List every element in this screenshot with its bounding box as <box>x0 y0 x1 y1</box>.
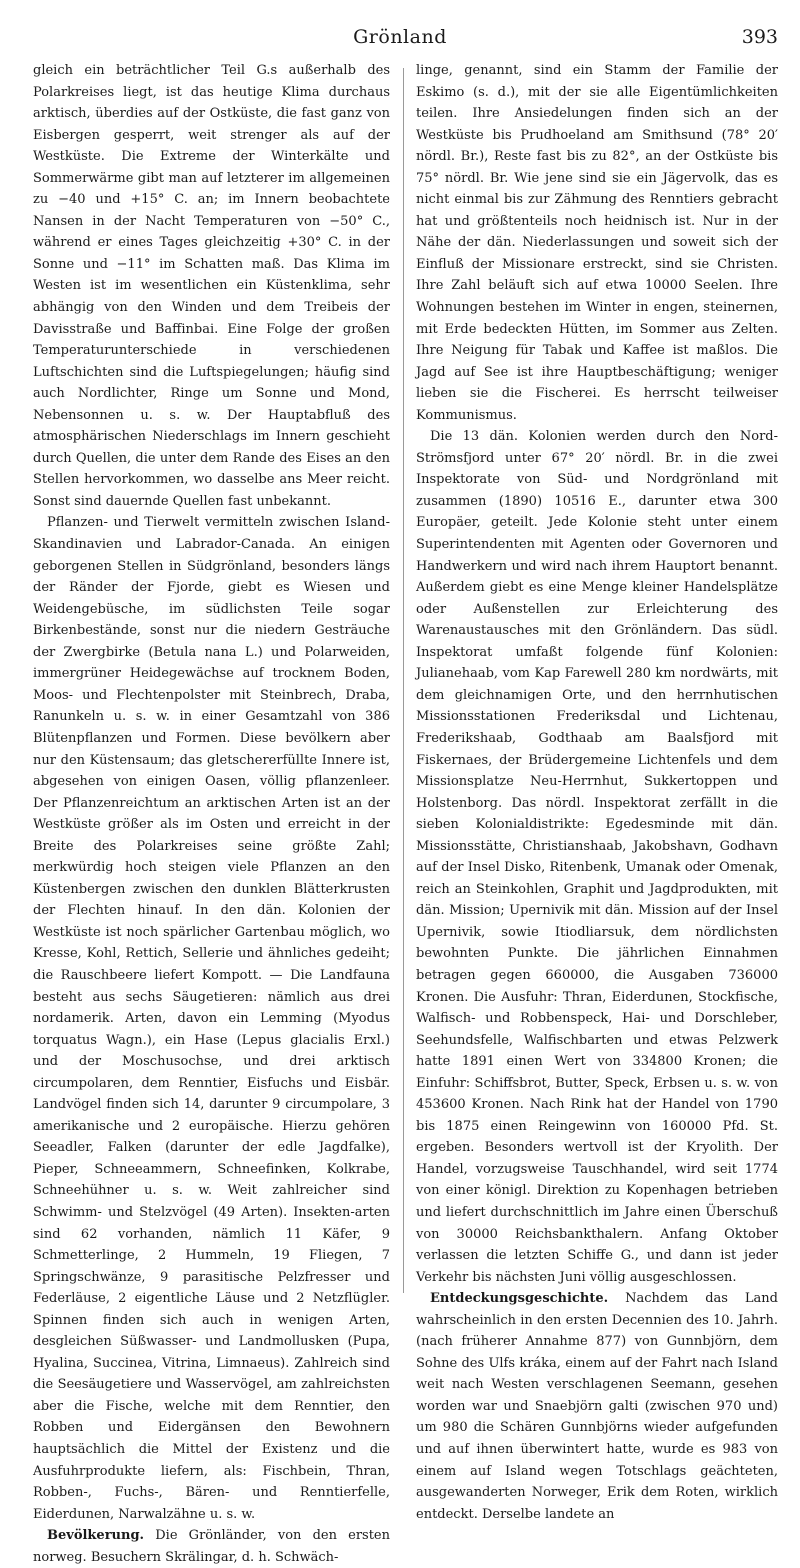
left-column <box>33 60 390 1568</box>
paragraph-flora-fauna: Pflanzen- und Tierwelt vermitteln zwischen Island-Skandinavien und Labrador-Canada. An einigen geborgenen Stellen in Südgrönland, besonders längs der Ränder der Fjorde, giebt es Wiesen und Weidengebüsche, im südlichsten Teile sogar Birkenbestände, sonst nur die niedern Gesträuche der Zwergbirke (Betula nana L.) und Polarweiden, immergrüner Heidegewächse auf trocknem Boden, Moos- und Flechtenpolster mit Steinbrech, Draba, Ranunkeln u. s. w. in einer Gesamtzahl von 386 Blütenpflanzen und Formen. Diese bevölkern aber nur den Küstensaum; das gletschererfüllte Innere ist, abgesehen von einigen Oasen, völlig pflanzenleer. Der Pflanzenreichtum an arktischen Arten ist an der Westküste größer als im Osten und erreicht in der Breite des Polarkreises seine größte Zahl; merkwürdig hoch steigen viele Pflanzen an den Küstenbergen zwischen den dunklen Blätterkrusten der Flechten hinauf. In den dän. Kolonien der Westküste ist noch spärlicher Gartenbau möglich, wo Kresse, Kohl, Rettich, Sellerie und ähnliches gedeiht; die Rauschbeere liefert Kompott. — Die Landfauna besteht aus sechs Säugetieren: nämlich aus drei nordamerik. Arten, davon ein Lemming (Myodus torquatus Wagn.), ein Hase (Lepus glacialis Erxl.) und der Moschusochse, und drei arktisch circumpolaren, dem Renntier, Eisfuchs und Eisbär. Landvögel finden sich 14, darunter 9 circumpolare, 3 amerikanische und 2 europäische. Hierzu gehören Seeadler, Falken (darunter der edle Jagdfalke), Pieper, Schneeammern, Schneefinken, Kolkrabe, Schneehühner u. s. w. Weit zahlreicher sind Schwimm- und Stelzvögel (49 Arten). Insekten-arten sind 62 vorhanden, nämlich 11 Käfer, 9 Schmetterlinge, 2 Hummeln, 19 Fliegen, 7 Springschwänze, 9 parasitische Pelzfresser und Federläuse, 2 eigentliche Läuse und 2 Netzflügler. Spinnen finden sich auch in wenigen Arten, desgleichen Süßwasser- und Landmollusken (Pupa, Hyalina, Succinea, Vitrina, Limnaeus). Zahlreich sind die Seesäugetiere und Wasservögel, am zahlreichsten aber die Fische, welche mit dem Renntier, den Robben und Eidergänsen den Bewohnern hauptsächlich die Mittel der Existenz und die Ausfuhrprodukte liefern, als: Fischbein, Thran, Robben-, Fuchs-, Bären- und Renntierfelle, Eiderdunen, Narwalzähne u. s. w. <box>33 515 390 1522</box>
running-head <box>0 26 800 50</box>
paragraph-inhabitants: linge, genannt, sind ein Stamm der Familie der Eskimo (s. d.), mit der sie alle Eigentümlichkeiten teilen. Ihre Ansiedelungen finden sich an der Westküste bis Prudhoeland am Smithsund (78° 20′ nördl. Br.), Reste fast bis zu 82°, an der Ostküste bis 75° nördl. Br. Wie jene sind sie ein Jägervolk, das es nicht einmal bis zur Zähmung des Renntiers gebracht hat und größtenteils noch heidnisch ist. Nur in der Nähe der dän. Niederlassungen und soweit sich der Einfluß der Missionare erstreckt, sind sie Christen. Ihre Zahl beläuft sich auf etwa 10000 Seelen. Ihre Wohnungen bestehen im Winter in engen, steinernen, mit Erde bedeckten Hütten, im Sommer aus Zelten. Ihre Neigung für Tabak und Kaffee ist maßlos. Die Jagd auf See ist ihre Hauptbeschäftigung; weniger lieben sie die Fischerei. Es herrscht teilweiser Kommunismus. <box>416 63 778 423</box>
paragraph-population <box>33 1525 390 1568</box>
column-divider <box>403 68 404 1293</box>
section-heading-population: Bevölkerung. <box>47 1528 145 1544</box>
paragraph-climate: gleich ein beträchtlicher Teil G.s außerhalb des Polarkreises liegt, ist das heutige Klima durchaus arktisch, überdies auf der Ostküste, die fast ganz von Eisbergen gesperrt, weit strenger als auf der Westküste. Die Extreme der Winterkälte und Sommerwärme gibt man auf letzterer im allgemeinen zu −40 und +15° C. an; im Innern beobachtete Nansen in der Nacht Temperaturen von −50° C., während er eines Tages gleichzeitig +30° C. in der Sonne und −11° im Schatten maß. Das Klima im Westen ist im wesentlichen ein Küstenklima, sehr abhängig von den Winden und dem Treibeis der Davisstraße und Baffinbai. Eine Folge der großen Temperaturunterschiede in verschiedenen Luftschichten sind die Luftspiegelungen; häufig sind auch Nordlichter, Ringe um Sonne und Mond, Nebensonnen u. s. w. Der Hauptabfluß des atmosphärischen Niederschlags im Innern geschieht durch Quellen, die unter dem Rande des Eises an den Stellen hervorkommen, wo dasselbe ans Meer reicht. Sonst sind dauernde Quellen fast unbekannt. <box>33 63 390 509</box>
page-title: Grönland <box>353 26 447 48</box>
text-columns <box>33 60 778 1565</box>
paragraph-discovery <box>416 1288 778 1525</box>
section-heading-discovery: Entdeckungsgeschichte. <box>430 1291 609 1307</box>
paragraph-colonies: Die 13 dän. Kolonien werden durch den Nord-Strömsfjord unter 67° 20′ nördl. Br. in die zwei Inspektorate von Süd- und Nordgrönland mit zusammen (1890) 10516 E., darunter etwa 300 Europäer, geteilt. Jede Kolonie steht unter einem Superintendenten mit Agenten oder Governoren und Handwerkern und wird nach ihrem Hauptort benannt. Außerdem giebt es eine Menge kleiner Handelsplätze oder Außenstellen zur Erleichterung des Warenaustausches mit den Grönländern. Das südl. Inspektorat umfaßt folgende fünf Kolonien: Julianehaab, vom Kap Farewell 280 km nordwärts, mit dem gleichnamigen Orte, und den herrnhutischen Missionsstationen Frederiksdal und Lichtenau, Frederikshaab, Godthaab am Baalsfjord mit Fiskernaes, der Brüdergemeine Lichtenfels und dem Missionsplatze Neu-Herrnhut, Sukkertoppen und Holstenborg. Das nördl. Inspektorat zerfällt in die sieben Kolonialdistrikte: Egedesminde mit dän. Missionsstätte, Christianshaab, Jakobshavn, Godhavn auf der Insel Disko, Ritenbenk, Umanak oder Omenak, reich an Steinkohlen, Graphit und Jagdprodukten, mit dän. Mission; Upernivik mit dän. Mission auf der Insel Upernivik, sowie Itiodliarsuk, dem nördlichsten bewohnten Punkte. Die jährlichen Einnahmen betragen gegen 660000, die Ausgaben 736000 Kronen. Die Ausfuhr: Thran, Eiderdunen, Stockfische, Walfisch- und Robbenspeck, Hai- und Dorschleber, Seehundsfelle, Walfischbarten und etwas Pelzwerk hatte 1891 einen Wert von 334800 Kronen; die Einfuhr: Schiffsbrot, Butter, Speck, Erbsen u. s. w. von 453600 Kronen. Nach Rink hat der Handel von 1790 bis 1875 einen Reingewinn von 160000 Pfd. St. ergeben. Besonders wertvoll ist der Kryolith. Der Handel, vorzugsweise Tauschhandel, wird seit 1774 von einer königl. Direktion zu Kopenhagen betrieben und liefert durchschnittlich im Jahre einen Überschuß von 30000 Reichsbankthalern. Anfang Oktober verlassen die letzten Schiffe G., und dann ist jeder Verkehr bis nächsten Juni völlig ausgeschlossen. <box>416 429 778 1285</box>
paragraph-discovery-text: Nachdem das Land wahrscheinlich in den ersten Decennien des 10. Jahrh. (nach früherer Annahme 877) von Gunnbjörn, dem Sohne des Ulfs kráka, einem auf der Fahrt nach Island weit nach Westen verschlagenen Seemann, gesehen worden war und Snaebjörn galti (zwischen 970 und) um 980 die Schären Gunnbjörns wieder aufgefunden und auf ihnen überwintert hatte, wurde es 983 von einem auf Island wegen Totschlags geächteten, ausgewanderten Norweger, Erik dem Roten, wirklich entdeckt. Derselbe landete an <box>416 1291 778 1522</box>
page-number: 393 <box>741 26 778 48</box>
paragraph-population-text: Die Grönländer, von den ersten norweg. Besuchern Skrälingar, d. h. Schwäch- <box>33 1528 390 1565</box>
right-column <box>416 60 778 1525</box>
